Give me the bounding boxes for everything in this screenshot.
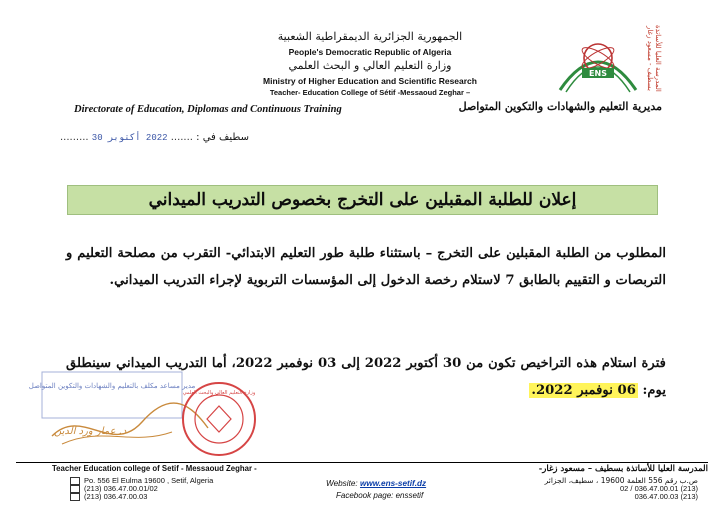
college-name-vertical-ar: المدرسة العليا للأساتذة بسطيف - مسعود زغار — [646, 24, 662, 92]
date-stamp: 2022 أكتوبر 30 — [91, 133, 168, 143]
republic-name-en: People's Democratic Republic of Algeria — [288, 47, 452, 57]
footer-divider — [16, 462, 708, 463]
ens-logo — [552, 28, 644, 104]
ministry-name-ar: وزارة التعليم العالي و البحث العلمي — [288, 59, 452, 72]
footer-college-ar: المدرسة العليا للأساتذة بسطيف – مسعود زغار- — [538, 464, 708, 474]
footer-phone-1-text: (213) 036.47.00.01/02 — [84, 484, 158, 493]
date-label: سطيف في : — [196, 132, 249, 143]
fax-icon — [70, 493, 80, 501]
republic-name-ar: الجمهورية الجزائرية الديمقراطية الشعبية — [277, 30, 463, 43]
signer-role: مدير مساعد مكلف بالتعليم والشهادات والتكوين المتواصل — [28, 382, 196, 390]
date-line — [60, 132, 249, 143]
footer-facebook: Facebook page: enssetif — [336, 491, 424, 500]
directorate-name-en: Directorate of Education, Diplomas and Continuous Training — [74, 104, 342, 115]
directorate-name-ar: مديرية التعليم والشهادات والتكوين المتواصل — [458, 100, 662, 113]
college-name-en: Teacher- Education College of Sétif -Messaoud Zeghar – — [269, 88, 471, 97]
paragraph-2-main: فترة استلام هذه التراخيص تكون من 30 أكتوبر 2022 إلى 03 نوفمبر 2022، أما التدريب الميداني سينطلق يوم: — [66, 356, 666, 398]
date-dots-trail: ......... — [60, 132, 89, 143]
website-label: Website: — [326, 479, 358, 488]
logo-text: ENS — [589, 69, 607, 78]
website-link[interactable]: www.ens-setif.dz — [359, 479, 427, 488]
footer-college-en: Teacher Education college of Setif - Messaoud Zeghar - — [52, 464, 257, 473]
footer-address-ar: ص.ب رقم 556 العلمة 19600 ، سطيف، الجزائر — [544, 476, 698, 485]
footer-fax-ar: (213) 036.47.00.03 — [634, 492, 698, 501]
start-date-highlight: 06 نوفمبر 2022. — [531, 383, 636, 398]
signer-name: د. عمار ورد الدين — [54, 426, 127, 437]
footer-po-text: Po. 556 El Eulma 19600 , Setif, Algeria — [84, 476, 214, 485]
announcement-title: إعلان للطلبة المقبلين على التخرج بخصوص التدريب الميداني — [148, 190, 577, 210]
footer-website — [326, 479, 426, 488]
seal-text: وزارة التعليم العالي والبحث العلمي — [182, 390, 256, 396]
footer-fax-text: (213) 036.47.00.03 — [84, 492, 148, 501]
footer-fax — [70, 492, 147, 501]
date-dots: ....... — [170, 132, 193, 143]
official-seal — [180, 380, 258, 458]
ministry-name-en: Ministry of Higher Education and Scientific Research — [263, 76, 477, 86]
footer-phone-1-ar: (213) 036.47.00.01 / 02 — [619, 484, 698, 493]
announcement-paragraph-1: المطلوب من الطلبة المقبلين على التخرج – باستثناء طلبة طور التعليم الابتدائي- التقرب من مصلحة التعليم و التربصات و التقييم بالطابق 7 لاستلام رخصة الدخول إلى المؤسسات التربوية لإجراء التدريب الميداني. — [66, 246, 666, 288]
announcement-title-bar — [67, 185, 658, 215]
